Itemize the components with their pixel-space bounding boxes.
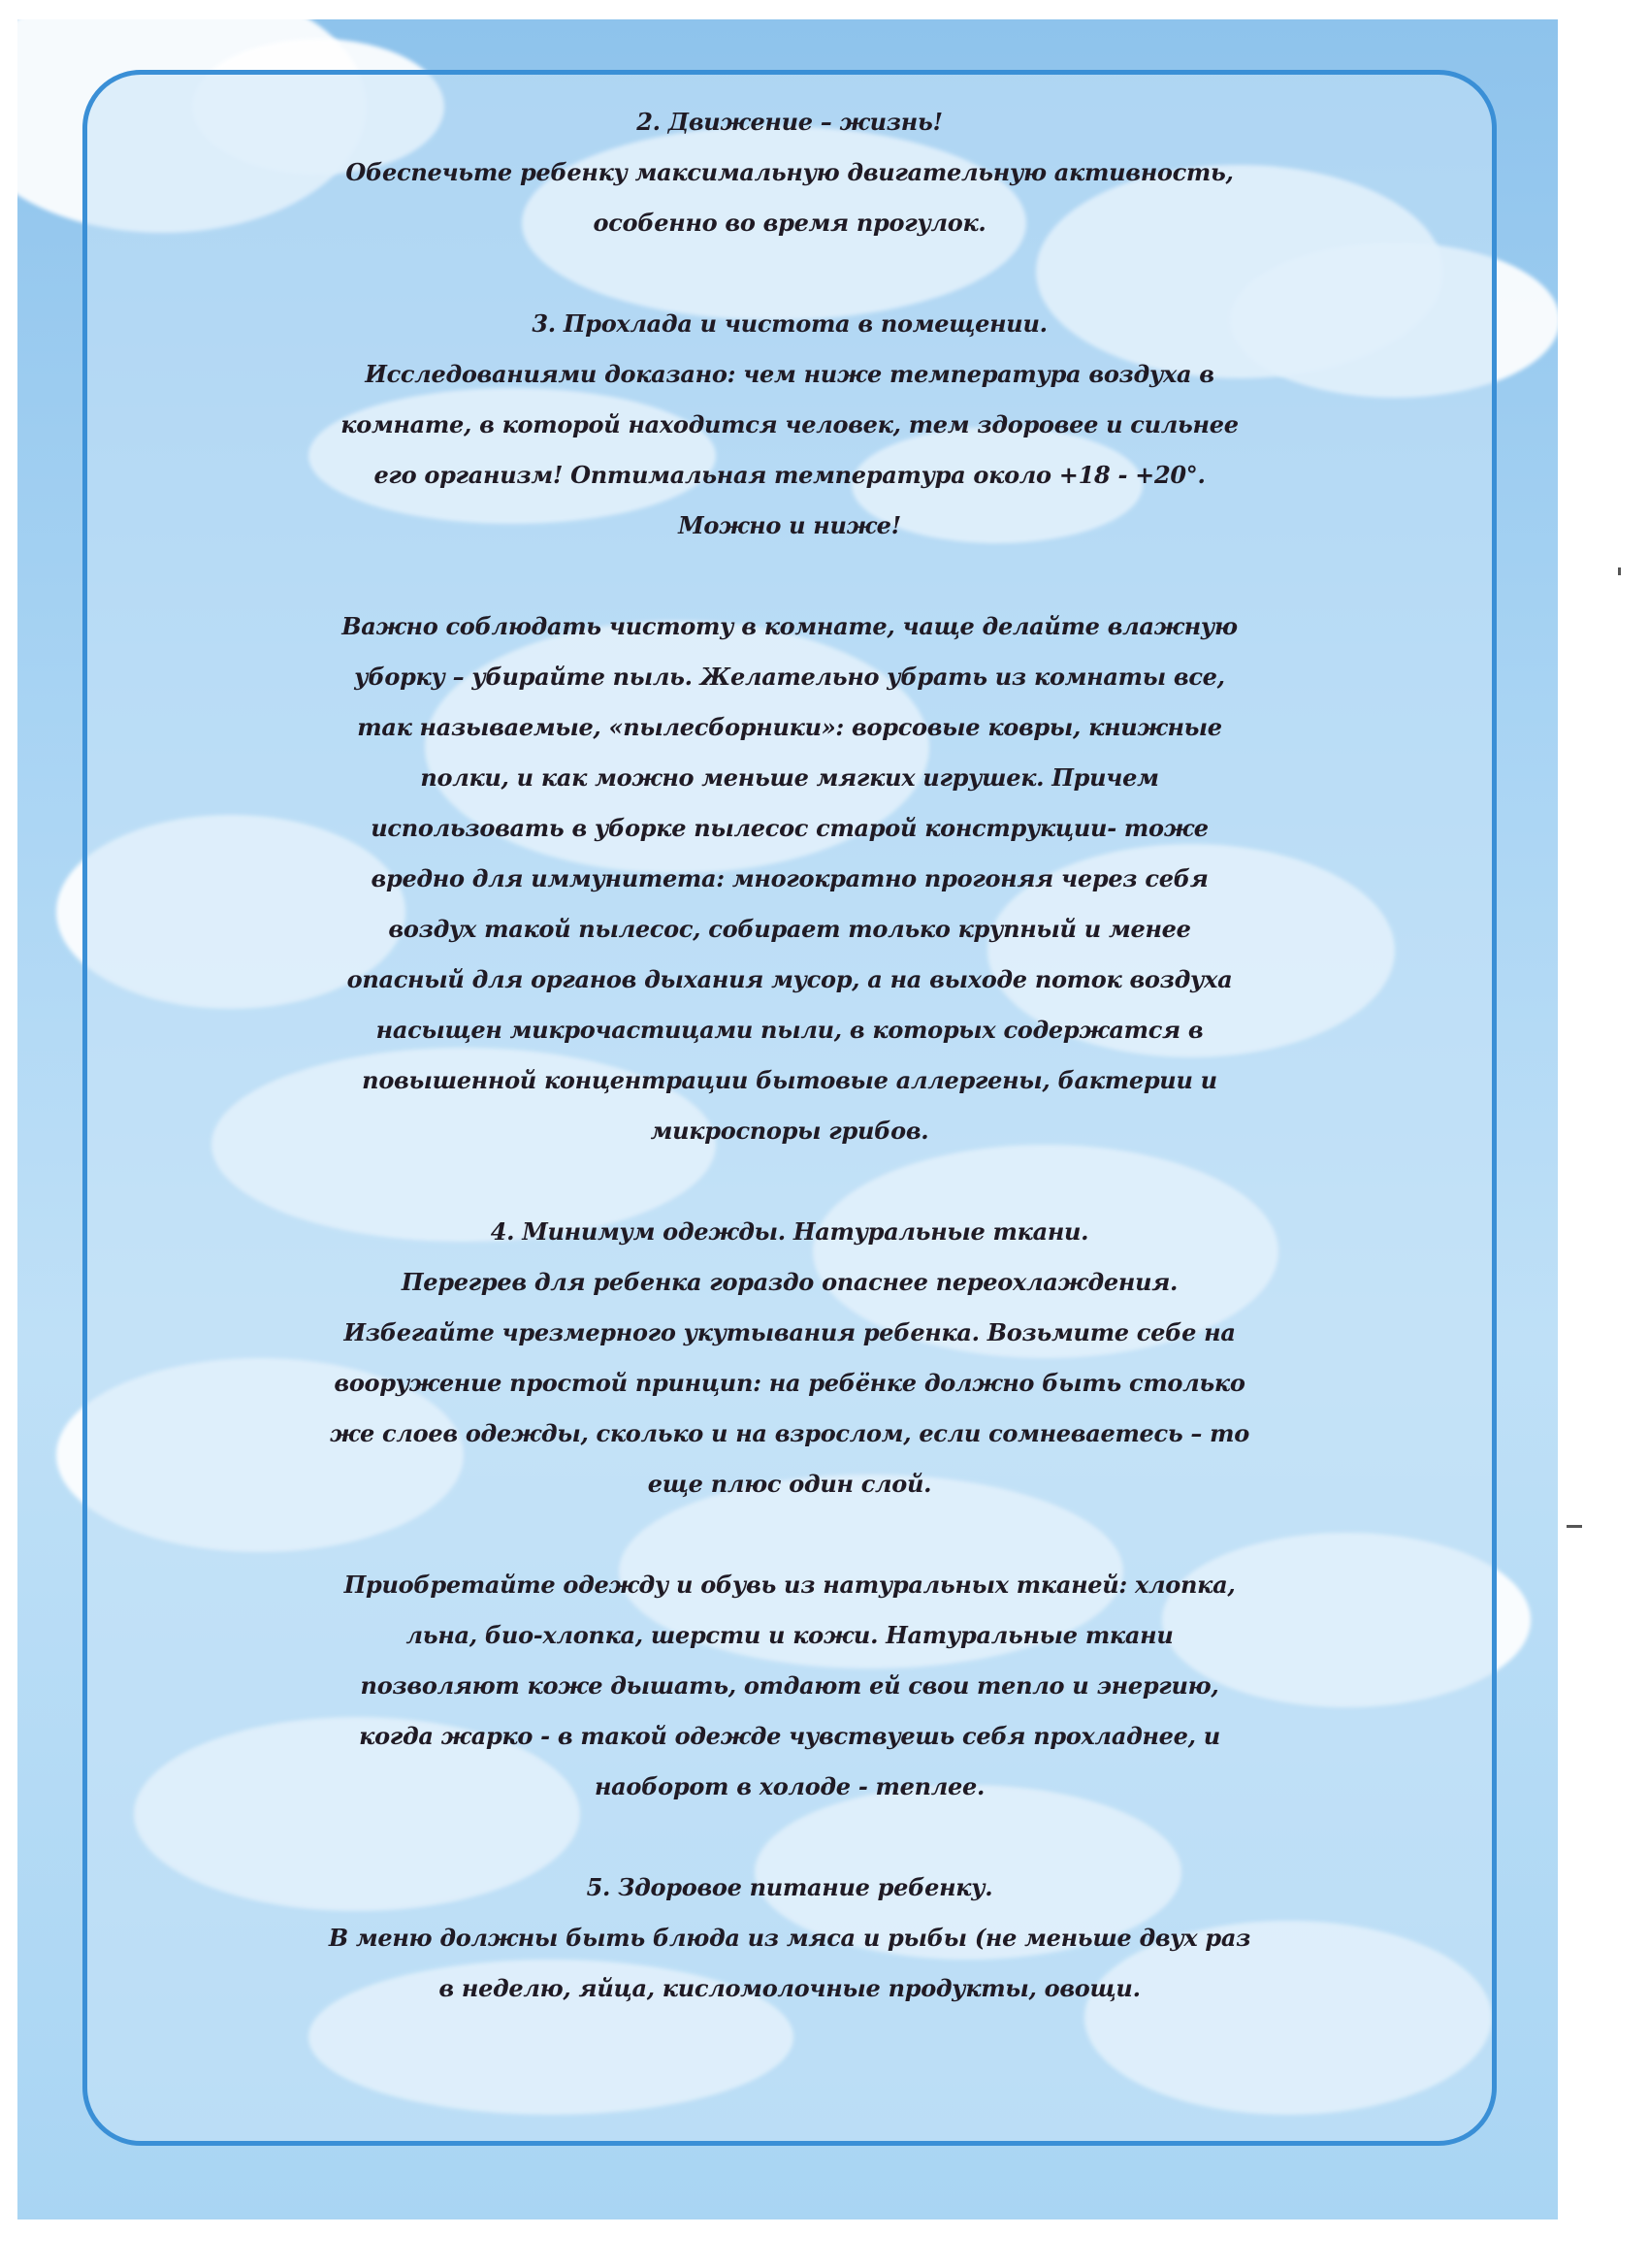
- text-line: так называемые, «пылесборники»: ворсовые ковры, книжные: [357, 713, 1222, 741]
- text-line: опасный для органов дыхания мусор, а на выходе поток воздуха: [346, 965, 1233, 993]
- section-heading: 3. Прохлада и чистота в помещении.: [532, 309, 1048, 338]
- scan-speck: [1618, 567, 1621, 575]
- text-line: льна, био-хлопка, шерсти и кожи. Натуральные ткани: [405, 1621, 1174, 1649]
- paragraph-gap: [82, 248, 1497, 299]
- text-line: Приобретайте одежду и обувь из натуральных тканей: хлопка,: [343, 1571, 1236, 1599]
- section-heading: 4. Минимум одежды. Натуральные ткани.: [490, 1217, 1089, 1246]
- text-line: комнате, в которой находится человек, тем здоровее и сильнее: [340, 410, 1239, 438]
- section-cleanliness: [82, 601, 1497, 1156]
- paragraph-gap: [82, 1156, 1497, 1207]
- text-line: уборку – убирайте пыль. Желательно убрать из комнаты все,: [354, 663, 1225, 691]
- text-line: Перегрев для ребенка гораздо опаснее переохлаждения.: [401, 1268, 1179, 1296]
- text-line: использовать в уборке пылесос старой конструкции- тоже: [371, 814, 1209, 842]
- text-line: вредно для иммунитета: многократно прогоняя через себя: [371, 864, 1209, 892]
- text-line: же слоев одежды, сколько и на взрослом, если сомневаетесь – то: [330, 1419, 1249, 1447]
- text-line: Избегайте чрезмерного укутывания ребенка. Возьмите себе на: [343, 1318, 1236, 1346]
- text-line: еще плюс один слой.: [647, 1470, 932, 1498]
- text-line: позволяют коже дышать, отдают ей свои тепло и энергию,: [360, 1671, 1219, 1700]
- document-body: [82, 97, 1497, 2014]
- paragraph-gap: [82, 1509, 1497, 1560]
- text-line: повышенной концентрации бытовые аллергены, бактерии и: [362, 1066, 1217, 1094]
- paragraph-gap: [82, 551, 1497, 601]
- section-nutrition: [82, 1863, 1497, 2014]
- text-line: насыщен микрочастицами пыли, в которых содержатся в: [375, 1016, 1204, 1044]
- section-coolness: [82, 299, 1497, 551]
- section-heading: 5. Здоровое питание ребенку.: [586, 1873, 993, 1901]
- text-line: Можно и ниже!: [678, 511, 901, 539]
- text-line: вооружение простой принцип: на ребёнке должно быть столько: [334, 1369, 1245, 1397]
- scan-speck: [1567, 1525, 1582, 1528]
- text-line: наоборот в холоде - теплее.: [594, 1772, 986, 1800]
- section-heading: 2. Движение – жизнь!: [636, 108, 943, 136]
- text-line: микроспоры грибов.: [650, 1117, 929, 1145]
- text-line: когда жарко - в такой одежде чувствуешь себя прохладнее, и: [359, 1722, 1220, 1750]
- text-line: В меню должны быть блюда из мяса и рыбы (не меньше двух раз: [328, 1924, 1251, 1952]
- paragraph-gap: [82, 1812, 1497, 1863]
- text-line: Обеспечьте ребенку максимальную двигательную активность,: [345, 158, 1234, 186]
- text-line: воздух такой пылесос, собирает только крупный и менее: [388, 915, 1191, 943]
- text-line: Исследованиями доказано: чем ниже температура воздуха в: [365, 360, 1214, 388]
- text-line: особенно во время прогулок.: [593, 209, 986, 237]
- text-line: Важно соблюдать чистоту в комнате, чаще делайте влажную: [341, 612, 1238, 640]
- section-movement: [82, 97, 1497, 248]
- section-fabrics: [82, 1560, 1497, 1812]
- text-line: его организм! Оптимальная температура около +18 - +20°.: [373, 461, 1206, 489]
- text-line: в неделю, яйца, кисломолочные продукты, овощи.: [438, 1974, 1141, 2002]
- section-clothing: [82, 1207, 1497, 1509]
- text-line: полки, и как можно меньше мягких игрушек. Причем: [420, 763, 1159, 792]
